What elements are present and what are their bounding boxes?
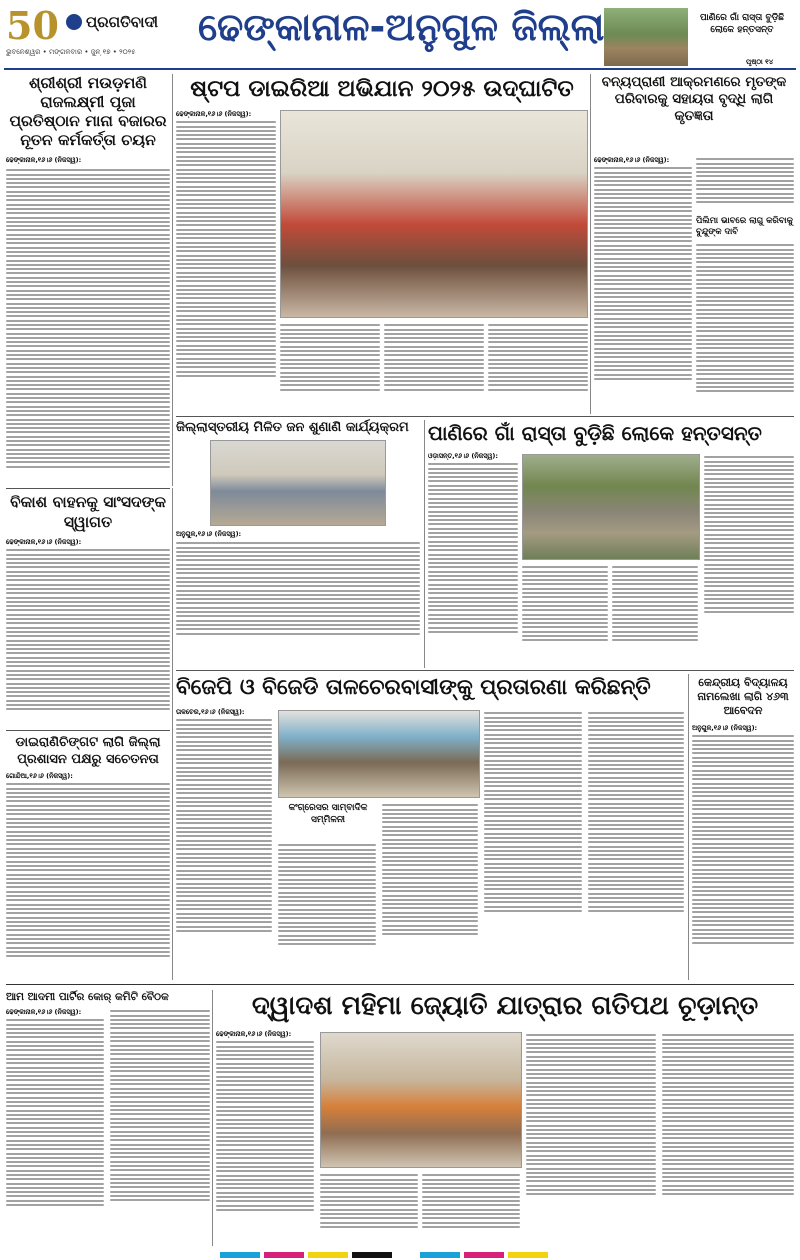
a6-byline: ଢେଙ୍କାନାଳ,୧୬।୬ (ନିଜସ୍ୱ): — [6, 538, 82, 546]
a8-col1-body — [176, 717, 272, 980]
a1-byline: ଢେଙ୍କାନାଳ,୧୬।୬ (ନିଜସ୍ୱ): — [6, 156, 82, 164]
a5-byline: ଓଡ଼ାସନ୍ତ,୧୬।୬ (ନିଜସ୍ୱ): — [428, 452, 498, 460]
a2-col3-body — [384, 322, 484, 414]
a2-col1-body — [176, 119, 276, 414]
a5-col1-body — [428, 461, 518, 668]
a5-col2-body — [522, 564, 608, 668]
a8-col2-body — [278, 842, 376, 980]
article-a6 — [6, 492, 170, 728]
a4-headline: ଜିଲ୍ଲାସ୍ତରୀୟ ମିଳିତ ଜନ ଶୁଣାଣି କାର୍ଯ୍ୟକ୍ରମ — [176, 420, 409, 435]
a4-body — [176, 540, 420, 668]
masthead-subline: ଭୁବନେଶ୍ୱର • ମଙ୍ଗଳବାର • ଜୁନ୍ ୧୭ • ୨୦୨୫ — [6, 48, 136, 56]
a7-body — [6, 781, 170, 973]
a2-byline: ଢେଙ୍କାନାଳ,୧୬।୬ (ନିଜସ୍ୱ): — [176, 110, 252, 118]
a5-photo — [522, 454, 700, 560]
article-a5 — [428, 420, 794, 668]
a9-headline: କେନ୍ଦ୍ରୀୟ ବିଦ୍ୟାଳୟ ନାମଲେଖା ଲାଗି ୪୬୩ ଆବେଦନ — [697, 676, 789, 717]
article-a7 — [6, 734, 170, 978]
a2-col1 — [176, 110, 276, 414]
a3-headline: ବନ୍ୟପ୍ରାଣୀ ଆକ୍ରମଣରେ ମୃତଙ୍କ ପରିବାରକୁ ସହାୟତା ବୃଦ୍ଧି ଲାଗି କୃତଜ୍ଞତା — [601, 74, 787, 124]
article-a9 — [692, 676, 794, 980]
a8-subhead: କଂଗ୍ରେସର ସାମ୍ବାଦିକ ସମ୍ମିଳନୀ — [288, 803, 368, 825]
a8-col5-body — [588, 710, 684, 980]
registration-swatch-yellow-2 — [508, 1252, 548, 1258]
page-title: ଢେଙ୍କାନାଳ-ଅନୁଗୁଳ ଜିଲ୍ଲା — [198, 5, 605, 49]
section-divider — [176, 670, 794, 671]
a10-col2-body — [110, 1008, 210, 1246]
a3-subhead: ପିଲିମା ଭାବରେ ଲାଗୁ କରିବାକୁ ବୁନ୍ଦୁଙ୍କ ଦାବି — [696, 216, 793, 237]
newspaper-name: ପ୍ରଗତିବାଦୀ — [86, 13, 159, 31]
article-a1 — [6, 74, 170, 484]
a4-byline: ଅନୁଗୁଳ,୧୬।୬ (ନିଜସ୍ୱ): — [176, 530, 242, 538]
a10-col1 — [6, 1008, 104, 1246]
a6-headline: ବିକାଶ ବାହନକୁ ସାଂସଦଙ୍କ ସ୍ୱାଗତ — [10, 493, 166, 531]
a11-col5-body — [662, 1032, 794, 1246]
a11-col4-body — [526, 1032, 656, 1246]
col-divider — [424, 420, 425, 668]
masthead — [0, 0, 800, 68]
a8-col1 — [176, 708, 272, 980]
a4-byline-wrap — [176, 530, 420, 539]
a8-photo — [278, 710, 480, 798]
a4-photo — [210, 440, 386, 526]
a11-col3-body — [422, 1172, 520, 1246]
a8-byline: ତାଳଚେର,୧୬।୬ (ନିଜସ୍ୱ): — [176, 708, 245, 716]
a5-col4-body — [704, 454, 794, 668]
a7-byline: ଗୋନ୍ଦିଆ,୧୬।୬ (ନିଜସ୍ୱ): — [6, 772, 73, 780]
article-a3 — [594, 74, 794, 414]
print-registration-bar — [0, 1250, 800, 1260]
a3-col2-body-top — [696, 156, 794, 212]
section-divider — [6, 984, 794, 985]
registration-swatch-cyan — [220, 1252, 260, 1258]
article-a11 — [216, 990, 794, 1246]
a11-byline: ଢେଙ୍କାନାଳ,୧୬।୬ (ନିଜସ୍ୱ): — [216, 1030, 292, 1038]
a3-col1-body — [594, 165, 692, 414]
a3-byline: ଢେଙ୍କାନାଳ,୧୬।୬ (ନିଜସ୍ୱ): — [594, 156, 670, 164]
a9-body — [692, 733, 794, 969]
anniversary-logo — [6, 3, 66, 48]
section-divider — [6, 730, 170, 731]
a9-byline: ଅନୁଗୁଳ,୧୬।୬ (ନିଜସ୍ୱ): — [692, 724, 758, 732]
a1-body — [6, 167, 170, 499]
section-divider — [176, 416, 794, 417]
a5-col3-body — [612, 564, 698, 668]
a8-col4-body — [484, 710, 582, 980]
a8-headline: ବିଜେପି ଓ ବିଜେଡି ତାଳଚେରବାସୀଙ୍କୁ ପ୍ରତାରଣା କରିଛନ୍ତି — [176, 675, 651, 700]
a3-col2-body — [696, 242, 794, 414]
registration-swatch-yellow — [308, 1252, 348, 1258]
col-divider — [172, 74, 173, 486]
a7-headline: ଡାଇରାଣିଚିଙ୍ଗଟ ଲାଗି ଜିଲ୍ଲା ପ୍ରଶାସନ ପକ୍ଷରୁ ସଚେତନତା — [15, 735, 161, 767]
registration-swatch-black — [352, 1252, 392, 1258]
a8-subhead-box — [278, 802, 378, 836]
page-number: ପୃଷ୍ଠା ୧୪ — [746, 58, 774, 66]
registration-swatch-cyan-2 — [420, 1252, 460, 1258]
a8-col3-body — [382, 802, 478, 980]
a11-col1-body — [216, 1039, 314, 1246]
a5-col1 — [428, 452, 518, 668]
article-a8 — [176, 674, 684, 980]
a2-headline: ଷ୍ଟପ ଡାଇରିଆ ଅଭିଯାନ ୨୦୨୫ ଉଦ୍‌ଘାଟିତ — [190, 76, 574, 102]
registration-swatch-magenta-2 — [464, 1252, 504, 1258]
teaser-text: ପାଣିରେ ଗାଁ ରାସ୍ତା ବୁଡ଼ିଛି ଲୋକେ ହନ୍ତସନ୍ତ — [700, 13, 784, 35]
col-divider — [212, 990, 213, 1246]
logo-mark-icon — [66, 14, 82, 30]
a2-col2-body — [280, 322, 380, 414]
a10-headline: ଆମ ଆଦମୀ ପାର୍ଟିର କୋର୍ କମିଟି ବୈଠକ — [6, 991, 169, 1003]
a5-headline: ପାଣିରେ ଗାଁ ରାସ୍ତା ବୁଡ଼ିଛି ଲୋକେ ହନ୍ତସନ୍ତ — [428, 421, 762, 445]
teaser-photo — [604, 8, 688, 66]
a1-headline: ଶ୍ରୀଶ୍ରୀ ମଉଡ଼ମଣି ରାଜଲକ୍ଷ୍ମୀ ପୂଜା ପ୍ରତିଷ୍ଠାନ ମାନା ବଜାରର ନୂତନ କର୍ମକର୍ତ୍ତା ଚୟନ — [9, 74, 167, 149]
registration-swatch-magenta — [264, 1252, 304, 1258]
a11-headline: ଦ୍ୱାଦଶ ମହିମା ଜ୍ୟୋତି ଯାତ୍ରାର ଗତିପଥ ଚୂଡ଼ାନ୍ତ — [251, 991, 759, 1021]
section-divider — [6, 488, 170, 489]
a11-col2-body — [320, 1172, 418, 1246]
a2-photo — [280, 110, 588, 318]
newspaper-logo — [66, 12, 186, 34]
a10-col1-body — [6, 1017, 104, 1246]
article-a4 — [176, 420, 420, 668]
a10-byline: ଢେଙ୍କାନାଳ,୧୬।୬ (ନିଜସ୍ୱ): — [6, 1008, 82, 1016]
col-divider — [590, 74, 591, 414]
masthead-divider — [4, 68, 796, 70]
col-divider — [688, 674, 689, 980]
article-a2 — [176, 74, 588, 414]
anniversary-number: 50 — [6, 3, 59, 48]
col-divider — [172, 488, 173, 980]
a3-col2 — [696, 156, 794, 414]
a2-col4-body — [488, 322, 588, 414]
a6-body — [6, 547, 170, 727]
article-a10 — [6, 990, 210, 1246]
a11-photo — [320, 1032, 522, 1168]
a3-col1 — [594, 156, 692, 414]
a11-col1 — [216, 1030, 314, 1246]
